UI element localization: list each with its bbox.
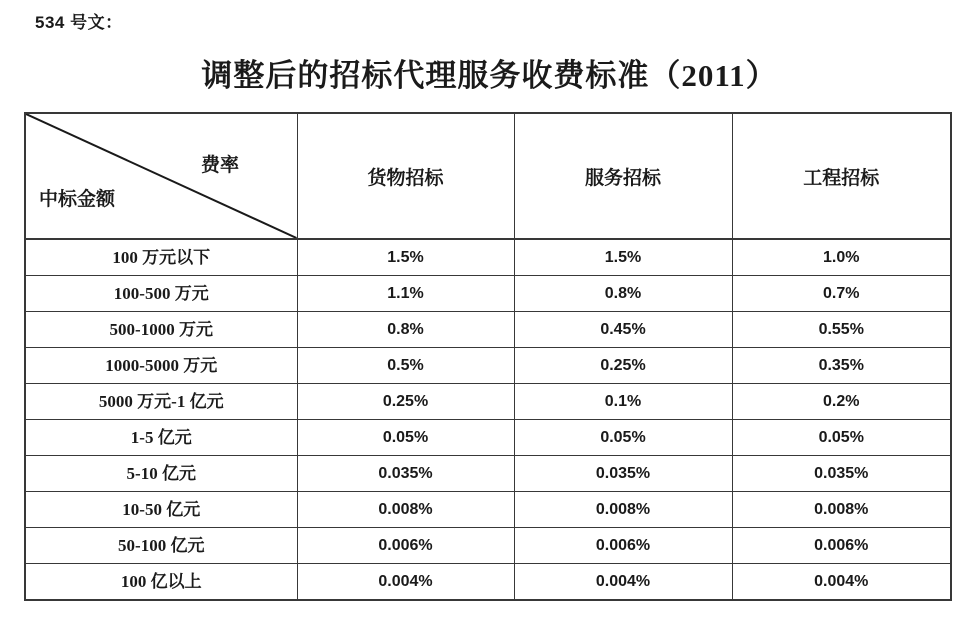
fee-table [24,112,952,601]
amount-range-cell: 1000-5000 万元 [25,348,297,384]
column-header-goods: 货物招标 [297,113,514,239]
rate-value-cell: 0.004% [297,564,514,601]
rate-value-cell: 1.0% [732,239,951,276]
table-row [25,276,951,312]
rate-value-cell: 0.8% [514,276,732,312]
rate-value-cell: 1.5% [514,239,732,276]
rate-value-cell: 0.004% [514,564,732,601]
table-row [25,492,951,528]
table-row [25,528,951,564]
table-row [25,384,951,420]
rate-value-cell: 1.5% [297,239,514,276]
amount-range-cell: 100 万元以下 [25,239,297,276]
document-number: 534 号文： [35,13,123,32]
amount-range-cell: 50-100 亿元 [25,528,297,564]
diagonal-header-cell [25,113,297,239]
table-row [25,564,951,601]
rate-value-cell: 0.8% [297,312,514,348]
amount-range-cell: 5000 万元-1 亿元 [25,384,297,420]
rate-value-cell: 0.035% [297,456,514,492]
rate-value-cell: 0.25% [297,384,514,420]
amount-range-cell: 10-50 亿元 [25,492,297,528]
fee-table-body [25,239,951,600]
rate-value-cell: 0.035% [514,456,732,492]
table-row [25,312,951,348]
header-row [25,113,951,239]
rate-value-cell: 0.008% [514,492,732,528]
rate-value-cell: 0.035% [732,456,951,492]
rate-value-cell: 0.004% [732,564,951,601]
table-row [25,420,951,456]
rate-value-cell: 0.55% [732,312,951,348]
page-title: 调整后的招标代理服务收费标准（2011） [201,58,778,93]
rate-value-cell: 1.1% [297,276,514,312]
amount-axis-label: 中标金额 [39,189,116,210]
rate-value-cell: 0.7% [732,276,951,312]
rate-axis-label: 费率 [201,155,240,176]
rate-value-cell: 0.35% [732,348,951,384]
rate-value-cell: 0.05% [514,420,732,456]
rate-value-cell: 0.1% [514,384,732,420]
amount-range-cell: 1-5 亿元 [25,420,297,456]
amount-range-cell: 5-10 亿元 [25,456,297,492]
rate-value-cell: 0.2% [732,384,951,420]
rate-value-cell: 0.05% [732,420,951,456]
column-header-engineering: 工程招标 [732,113,951,239]
rate-value-cell: 0.008% [297,492,514,528]
rate-value-cell: 0.008% [732,492,951,528]
amount-range-cell: 100-500 万元 [25,276,297,312]
rate-value-cell: 0.45% [514,312,732,348]
rate-value-cell: 0.006% [514,528,732,564]
rate-value-cell: 0.006% [297,528,514,564]
rate-value-cell: 0.5% [297,348,514,384]
table-row [25,456,951,492]
diagonal-line [26,114,297,238]
rate-value-cell: 0.05% [297,420,514,456]
amount-range-cell: 500-1000 万元 [25,312,297,348]
rate-value-cell: 0.006% [732,528,951,564]
table-row [25,348,951,384]
table-row [25,239,951,276]
column-header-services: 服务招标 [514,113,732,239]
amount-range-cell: 100 亿以上 [25,564,297,601]
fee-table-header [25,113,951,239]
rate-value-cell: 0.25% [514,348,732,384]
